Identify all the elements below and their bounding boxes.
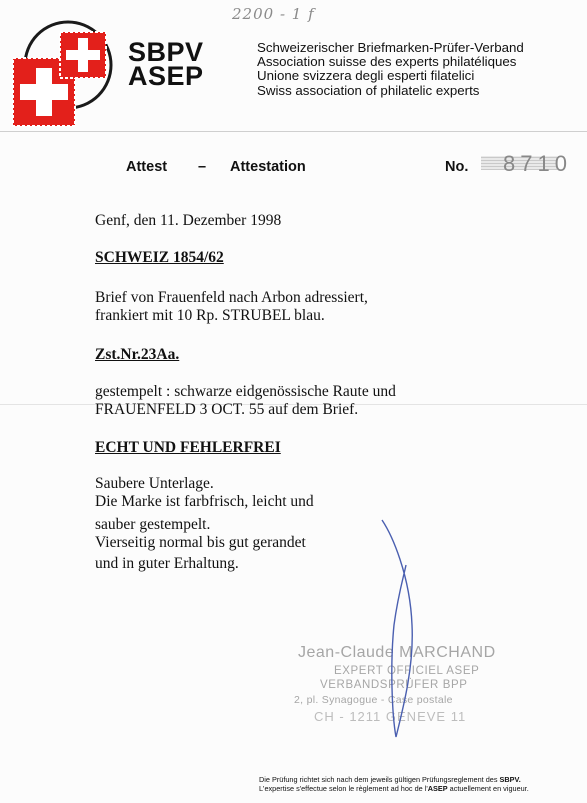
date-line: Genf, den 11. Dezember 1998 <box>95 212 282 229</box>
cancel-line-1: gestempelt : schwarze eidgenössische Raute und <box>95 383 396 400</box>
condition-line: und in guter Erhaltung. <box>95 555 239 572</box>
association-name-en: Swiss association of philatelic experts <box>257 82 480 98</box>
footer-fr-suffix: actuellement en vigueur. <box>447 783 529 793</box>
verdict-heading: ECHT UND FEHLERFREI <box>95 439 281 456</box>
cancel-line-2: FRAUENFELD 3 OCT. 55 auf dem Brief. <box>95 401 359 418</box>
condition-line: Die Marke ist farbfrisch, leicht und <box>95 493 314 510</box>
footer-notice <box>259 776 529 793</box>
stamp-title: EXPERT OFFICIEL ASEP <box>334 665 480 677</box>
certificate-number <box>481 151 572 176</box>
description-line-2: frankiert mit 10 Rp. STRUBEL blau. <box>95 307 325 324</box>
condition-line: Vierseitig normal bis gut gerandet <box>95 534 306 551</box>
certificate-number-value: 8710 <box>503 151 572 176</box>
association-names <box>257 41 524 98</box>
stamp-bpp: VERBANDSPRÜFER BPP <box>320 679 468 691</box>
title-dash: – <box>198 159 207 175</box>
stamp-city: CH - 1211 GENEVE 11 <box>314 709 467 724</box>
sbpv-logo <box>8 20 123 130</box>
footer-de-text: Die Prüfung richtet sich nach dem jeweils gültigen Prüfungsreglement des <box>259 775 500 784</box>
association-name-de: Schweizerischer Briefmarken-Prüfer-Verband <box>257 40 524 55</box>
condition-line: Saubere Unterlage. <box>95 475 214 492</box>
condition-line: sauber gestempelt. <box>95 516 211 533</box>
title-attestation: Attestation <box>230 159 306 175</box>
footer-fr-text: L'expertise s'effectue selon le règlement ad hoc de l' <box>259 783 428 793</box>
association-name-fr: Association suisse des experts philatéliques <box>257 54 517 70</box>
logo-sbpv: SBPV <box>128 37 204 67</box>
footer-fr-bold: ASEP <box>427 783 448 793</box>
catalog-reference: Zst.Nr.23Aa. <box>95 346 180 363</box>
swiss-cross-icon <box>60 32 106 78</box>
logo-abbreviation <box>128 37 204 91</box>
footer-de-bold: SBPV. <box>499 775 521 784</box>
header-divider <box>0 131 587 132</box>
association-name-it: Unione svizzera degli esperti filatelici <box>257 68 475 84</box>
title-attest: Attest <box>126 159 168 175</box>
stamp-address: 2, pl. Synagogue - Case postale <box>294 694 453 706</box>
footer-line-fr <box>259 785 529 794</box>
description-line-1: Brief von Frauenfeld nach Arbon adressiert, <box>95 289 368 306</box>
stamp-name: Jean-Claude MARCHAND <box>298 644 496 661</box>
number-label: No. <box>445 159 469 175</box>
handwritten-signature <box>370 515 440 745</box>
logo-asep: ASEP <box>128 61 204 91</box>
heading-country: SCHWEIZ 1854/62 <box>95 249 224 266</box>
handwritten-note: 2200 - 1 f <box>232 5 315 23</box>
